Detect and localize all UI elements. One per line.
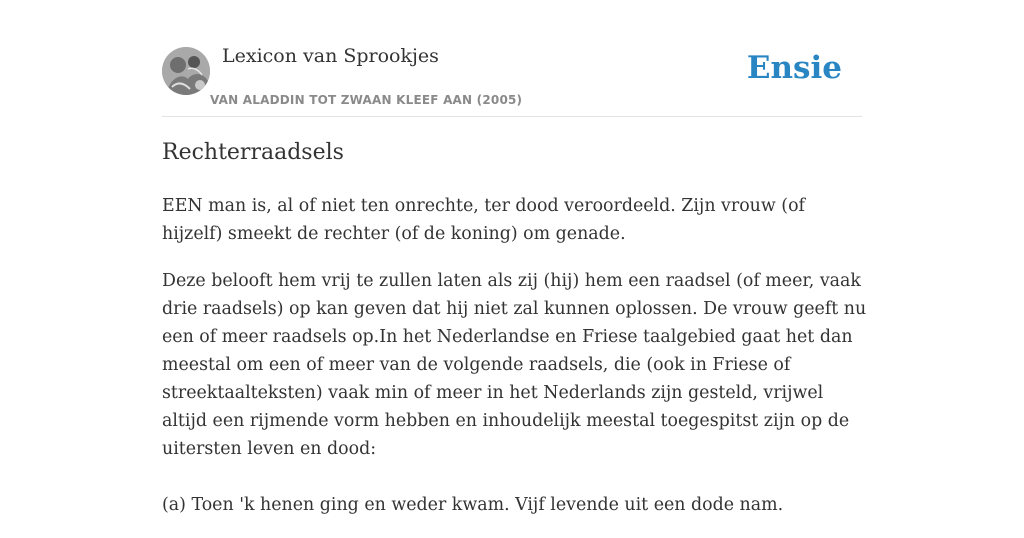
source-avatar[interactable] — [162, 47, 210, 95]
article-title: Rechterraadsels — [162, 140, 344, 165]
source-header — [162, 0, 862, 117]
article-paragraph: EEN man is, al of niet ten onrechte, ter dood veroordeeld. Zijn vrouw (of hijzelf) smeekt de rechter (of de koning) om genade. — [162, 196, 805, 244]
source-title[interactable]: Lexicon van Sprookjes — [222, 45, 439, 67]
ensie-logo-link[interactable]: Ensie — [746, 50, 842, 86]
article-body — [162, 192, 867, 538]
article-paragraph: Deze belooft hem vrij te zullen laten als zij (hij) hem een raadsel (of meer, vaak drie raadsels) op kan geven dat hij niet zal kunnen oplossen. De vrouw geeft nu een of meer raadsels op.In het Nederlandse en Friese taalgebied gaat het dan meestal om een of meer van de volgende raadsels, die (ook in Friese of streektaalteksten) vaak min of meer in het Nederlands zijn gesteld, vrijwel altijd een rijmende vorm hebben en inhoudelijk meestal toegespitst zijn op de uitersten leven en dood: — [162, 271, 867, 459]
article-paragraph: (a) Toen 'k henen ging en weder kwam. Vijf levende uit een dode nam. — [162, 495, 784, 515]
book-illustration-icon — [162, 47, 210, 95]
source-subtitle: VAN ALADDIN TOT ZWAAN KLEEF AAN (2005) — [210, 93, 523, 107]
article-page — [162, 0, 867, 515]
